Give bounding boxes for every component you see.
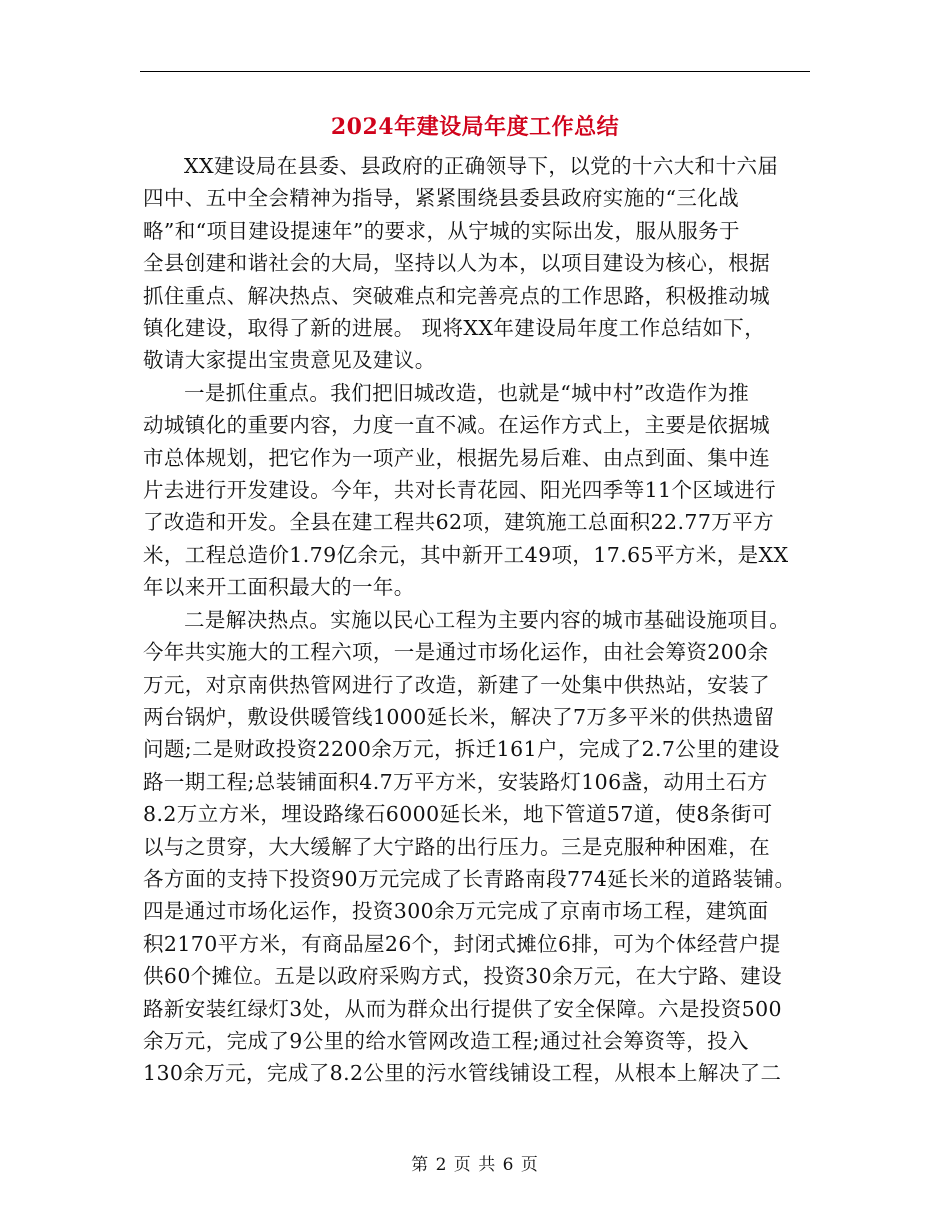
text-line: 全县创建和谐社会的大局，坚持以人为本，以项目建设为核心，根据 [143, 251, 770, 276]
text-line: 敬请大家提出宝贵意见及建议。 [143, 348, 436, 373]
paragraph-hot-issues [143, 604, 813, 1090]
text-line: 镇化建设，取得了新的进展。 现将XX年建设局年度工作总结如下， [143, 316, 766, 341]
text-line: 路新安装红绿灯3处，从而为群众出行提供了安全保障。六是投资500 [143, 996, 782, 1021]
text-line: 动城镇化的重要内容，力度一直不减。在运作方式上，主要是依据城 [143, 413, 770, 438]
text-line: 以与之贯穿，大大缓解了大宁路的出行压力。三是克服种种困难，在 [143, 834, 770, 859]
text-line: 供60个摊位。五是以政府采购方式，投资30余万元，在大宁路、建设 [143, 964, 782, 989]
text-line: 一是抓住重点。我们把旧城改造，也就是“城中村”改造作为推 [184, 380, 750, 405]
text-line: 米，工程总造价1.79亿余元，其中新开工49项，17.65平方米，是XX [143, 542, 789, 567]
paragraph-intro [143, 150, 813, 377]
text-line: 万元，对京南供热管网进行了改造，新建了一处集中供热站，安装了 [143, 672, 770, 697]
text-line: 抓住重点、解决热点、突破难点和完善亮点的工作思路，积极推动城 [143, 283, 770, 308]
text-line: 余万元，完成了9公里的给水管网改造工程;通过社会筹资等，投入 [143, 1028, 749, 1053]
text-line: 两台锅炉，敷设供暖管线1000延长米，解决了7万多平米的供热遗留 [143, 704, 775, 729]
paragraph-key-points [143, 377, 813, 604]
text-line: 积2170平方米，有商品屋26个，封闭式摊位6排，可为个体经营户提 [143, 931, 781, 956]
text-line: 四是通过市场化运作，投资300余万元完成了京南市场工程，建筑面 [143, 899, 769, 924]
document-body [143, 150, 813, 1090]
text-line: 今年共实施大的工程六项，一是通过市场化运作，由社会筹资200余 [143, 640, 769, 665]
text-line: XX建设局在县委、县政府的正确领导下，以党的十六大和十六届 [184, 154, 779, 178]
text-line: 问题;二是财政投资2200余万元，拆迁161户，完成了2.7公里的建设 [143, 737, 780, 762]
text-line: 片去进行开发建设。今年，共对长青花园、阳光四季等11个区域进行 [143, 478, 776, 503]
text-line: 130余万元，完成了8.2公里的污水管线铺设工程，从根本上解决了二 [143, 1061, 782, 1086]
text-line: 略”和“项目建设提速年”的要求，从宁城的实际出发，服从服务于 [143, 218, 740, 243]
text-line: 8.2万立方米，埋设路缘石6000延长米，地下管道57道，使8条街可 [143, 802, 773, 827]
text-line: 年以来开工面积最大的一年。 [143, 575, 415, 600]
page-number: 第 2 页 共 6 页 [411, 1155, 539, 1175]
text-line: 了改造和开发。全县在建工程共62项，建筑施工总面积22.77万平方 [143, 510, 774, 535]
document-title: 2024年建设局年度工作总结 [330, 114, 620, 140]
text-line: 市总体规划，把它作为一项产业，根据先易后难、由点到面、集中连 [143, 445, 770, 470]
text-line: 二是解决热点。实施以民心工程为主要内容的城市基础设施项目。 [184, 607, 791, 632]
header-rule [140, 71, 810, 72]
text-line: 四中、五中全会精神为指导，紧紧围绕县委县政府实施的“三化战 [143, 186, 740, 211]
text-line: 路一期工程;总装铺面积4.7万平方米，安装路灯106盏，动用土石方 [143, 769, 768, 794]
text-line: 各方面的支持下投资90万元完成了长青路南段774延长米的道路装铺。 [143, 866, 796, 891]
